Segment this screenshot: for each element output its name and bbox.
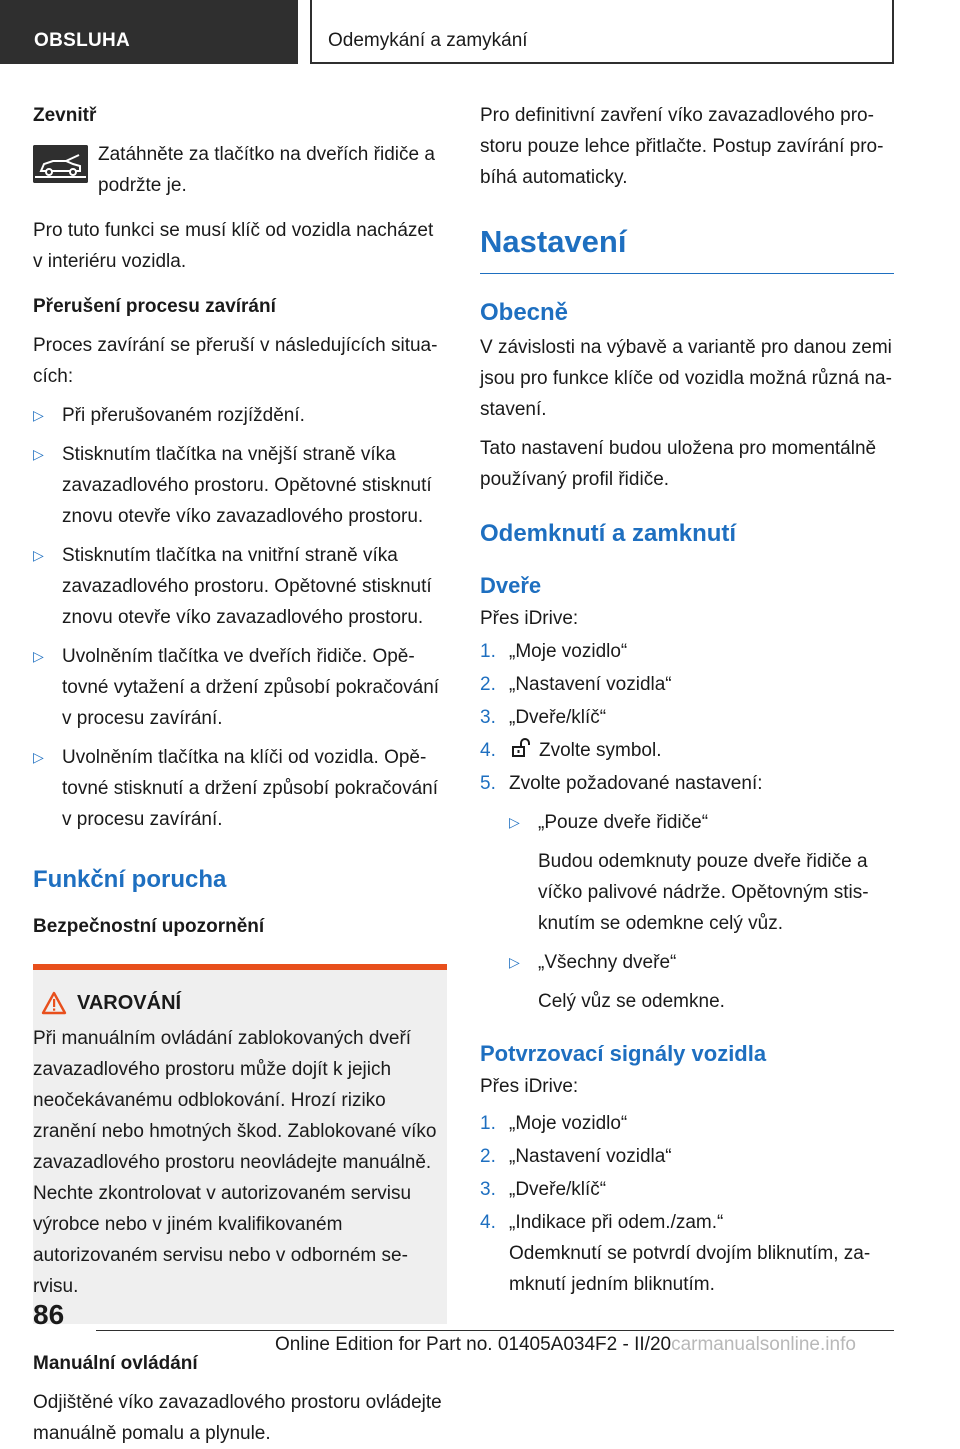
- via-idrive: Přes iDrive:: [480, 608, 579, 629]
- edition-text: Online Edition for Part no. 01405A034F2 - II/20: [275, 1334, 672, 1355]
- settings-title: Nastavení: [480, 221, 894, 274]
- left-column: [33, 100, 447, 1449]
- interrupt-list: [33, 400, 447, 835]
- list-item: ▷ Stisknutím tlačítka na vnější straně víka zavazadlového prostoru. Opětovné stisknutí znovu otevře víko zavazadlového prostoru.: [33, 439, 447, 532]
- warning-text: Při manuálním ovládání zablokovaných dveří zavazadlového prostoru může dojít k jejich neočekávanému odblokování. Hrozí riziko zranění nebo hmotných škod. Zablokované víko zavazadlového prostoru neovládejte manuálně. Nechte zkontrolovat v autorizovaném servisu výrobce nebo v jiném kvalifikovaném autorizovaném servisu nebo v odborném servisu.: [33, 1028, 437, 1297]
- chapter-header: [310, 0, 894, 64]
- unlock-icon: [511, 738, 531, 758]
- list-item: 2. „Nastavení vozidla“: [480, 674, 672, 695]
- general-title: Obecně: [480, 299, 569, 326]
- bullet-triangle-icon: ▷: [33, 407, 44, 423]
- trunk-open-icon: [33, 145, 88, 183]
- warning-box: [33, 964, 447, 1324]
- safety-title: Bezpečnostní upozornění: [33, 916, 265, 937]
- warning-header: [33, 988, 439, 1019]
- door-options: [509, 807, 894, 1017]
- manual-text: Odjištěné víko zavazadlového prostoru ovládejte manuálně pomalu a plynule.: [33, 1392, 442, 1444]
- general-text-2: Tato nastavení budou uložena pro momentálně používaný profil řidiče.: [480, 438, 877, 490]
- chapter-title: Odemykání a zamykání: [328, 30, 528, 51]
- list-item: ▷ „Všechny dveře“ Celý vůz se odemkne.: [509, 947, 894, 1017]
- doors-steps: [480, 636, 894, 1017]
- list-item: 2. „Nastavení vozidla“: [480, 1146, 672, 1167]
- list-item: 4. Zvolte symbol.: [480, 740, 662, 761]
- signals-via: Přes iDrive:: [480, 1076, 579, 1097]
- signals-title: Potvrzovací signály vozidla: [480, 1041, 767, 1066]
- list-item: 1. „Moje vozidlo“: [480, 641, 628, 662]
- bullet-triangle-icon: ▷: [509, 954, 520, 970]
- list-item: ▷ Stisknutím tlačítka na vnitřní straně víka zavazadlového prostoru. Opětovné stisknutí znovu otevře víko zavazadlového prostoru.: [33, 540, 447, 633]
- malfunction-title: Funkční porucha: [33, 866, 227, 893]
- general-text-1: V závislosti na výbavě a variantě pro danou zemi jsou pro funkce klíče od vozidla možná různá nastavení.: [480, 337, 892, 420]
- list-item: 5. Zvolte požadované nastavení: ▷ „Pouze dveře řidiče“ Budou odemknuty pouze dveře řidiče a víčko palivové nádrže. Opětovným stisknutím se odemkne celý vůz. ▷ „Všechny dveře“ Celý vůz se odemkne.: [480, 768, 894, 1017]
- doors-title: Dveře: [480, 573, 542, 598]
- bullet-triangle-icon: ▷: [33, 446, 44, 462]
- inside-text: Zatáhněte za tlačítko na dveřích řidiče a podržte je.: [98, 144, 435, 196]
- key-note: Pro tuto funkci se musí klíč od vozidla nacházet v interiéru vozidla.: [33, 220, 434, 272]
- page-number: 86: [33, 1299, 65, 1330]
- list-item: ▷ Při přerušovaném rozjíždění.: [33, 400, 447, 431]
- watermark-text: carmanualsonline.info: [671, 1334, 856, 1355]
- unlock-title: Odemknutí a zamknutí: [480, 520, 737, 547]
- closing-text: Pro definitivní zavření víko zavazadlového prostoru pouze lehce přitlačte. Postup zavírání probíhá automaticky.: [480, 105, 884, 188]
- list-item: ▷ Uvolněním tlačítka na klíči od vozidla. Opětovné stisknutí a držení způsobí pokračování v procesu zavírání.: [33, 742, 447, 835]
- section-label: OBSLUHA: [34, 30, 131, 51]
- list-item: 4. „Indikace při odem./zam.“ Odemknutí se potvrdí dvojím bliknutím, zamknutí jedním bliknutím.: [480, 1212, 871, 1295]
- bullet-triangle-icon: ▷: [33, 648, 44, 664]
- warning-triangle-icon: [41, 991, 67, 1015]
- list-item: 3. „Dveře/klíč“: [480, 1179, 607, 1200]
- interrupt-intro: Proces zavírání se přeruší v následujících situacích:: [33, 335, 438, 387]
- bullet-triangle-icon: ▷: [509, 814, 520, 830]
- interrupt-title: Přerušení procesu zavírání: [33, 296, 276, 317]
- footer-edition: [275, 1330, 955, 1360]
- manual-title: Manuální ovládání: [33, 1353, 198, 1374]
- bullet-triangle-icon: ▷: [33, 749, 44, 765]
- inside-instruction: [33, 139, 447, 201]
- list-item: ▷ Uvolněním tlačítka ve dveřích řidiče. Opětovné vytažení a držení způsobí pokračování v procesu zavírání.: [33, 641, 447, 734]
- warning-title: VAROVÁNÍ: [77, 992, 182, 1014]
- list-item: 3. „Dveře/klíč“: [480, 707, 607, 728]
- list-item: 1. „Moje vozidlo“: [480, 1113, 628, 1134]
- section-tab: [0, 0, 298, 64]
- inside-title: Zevnitř: [33, 105, 97, 126]
- right-column: [480, 100, 894, 1300]
- bullet-triangle-icon: ▷: [33, 547, 44, 563]
- signals-steps: [480, 1108, 894, 1300]
- list-item: ▷ „Pouze dveře řidiče“ Budou odemknuty pouze dveře řidiče a víčko palivové nádrže. Opětovným stisknutím se odemkne celý vůz.: [509, 807, 894, 939]
